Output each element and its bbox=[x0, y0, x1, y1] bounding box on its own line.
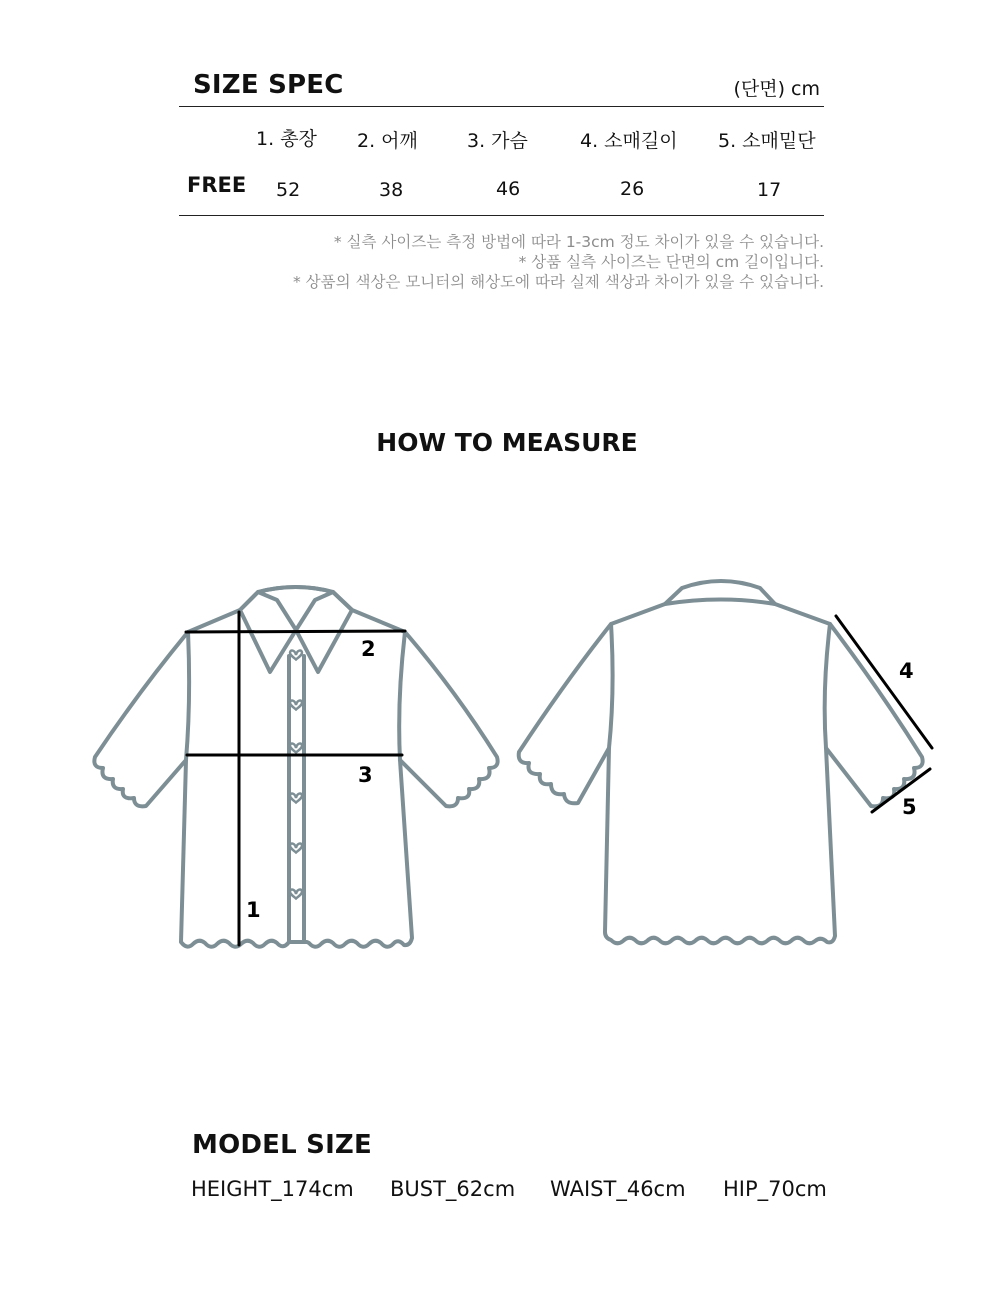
value-sleeve-length: 26 bbox=[620, 178, 645, 200]
model-hip: HIP_70cm bbox=[723, 1177, 827, 1201]
measurement-markers bbox=[246, 637, 917, 922]
row-label-free: FREE bbox=[187, 173, 247, 197]
model-size-title: MODEL SIZE bbox=[192, 1130, 372, 1160]
measure-line-sleeve-length bbox=[836, 616, 932, 748]
value-total-length: 52 bbox=[276, 179, 301, 201]
value-shoulder: 38 bbox=[379, 179, 404, 201]
how-to-measure-title: HOW TO MEASURE bbox=[376, 428, 638, 457]
header-chest: 3. 가슴 bbox=[467, 130, 528, 152]
marker-4: 4 bbox=[899, 659, 914, 683]
shirt-back-illustration bbox=[519, 581, 923, 943]
marker-3: 3 bbox=[358, 763, 373, 787]
note-line: * 실측 사이즈는 측정 방법에 따라 1-3cm 정도 차이가 있을 수 있습니다. bbox=[333, 233, 824, 251]
size-spec-title: SIZE SPEC bbox=[193, 70, 344, 100]
front-buttons bbox=[290, 650, 302, 898]
note-line: * 상품 실측 사이즈는 단면의 cm 길이입니다. bbox=[518, 253, 824, 271]
model-height: HEIGHT_174cm bbox=[191, 1177, 354, 1201]
header-shoulder: 2. 어깨 bbox=[357, 130, 418, 152]
marker-2: 2 bbox=[361, 637, 376, 661]
measurement-lines bbox=[186, 612, 932, 945]
value-chest: 46 bbox=[496, 178, 521, 200]
marker-1: 1 bbox=[246, 898, 261, 922]
size-spec-unit: (단면) cm bbox=[733, 78, 820, 100]
note-line: * 상품의 색상은 모니터의 해상도에 따라 실제 색상과 차이가 있을 수 있습니다. bbox=[292, 273, 824, 291]
value-sleeve-hem: 17 bbox=[757, 179, 782, 201]
model-waist: WAIST_46cm bbox=[550, 1177, 686, 1201]
model-bust: BUST_62cm bbox=[390, 1177, 516, 1201]
header-total-length: 1. 총장 bbox=[256, 128, 317, 150]
measure-line-sleeve-hem bbox=[872, 769, 930, 812]
header-sleeve-hem: 5. 소매밑단 bbox=[718, 130, 816, 152]
measure-line-shoulder bbox=[186, 631, 405, 632]
header-sleeve-length: 4. 소매길이 bbox=[580, 130, 678, 152]
marker-5: 5 bbox=[902, 795, 917, 819]
